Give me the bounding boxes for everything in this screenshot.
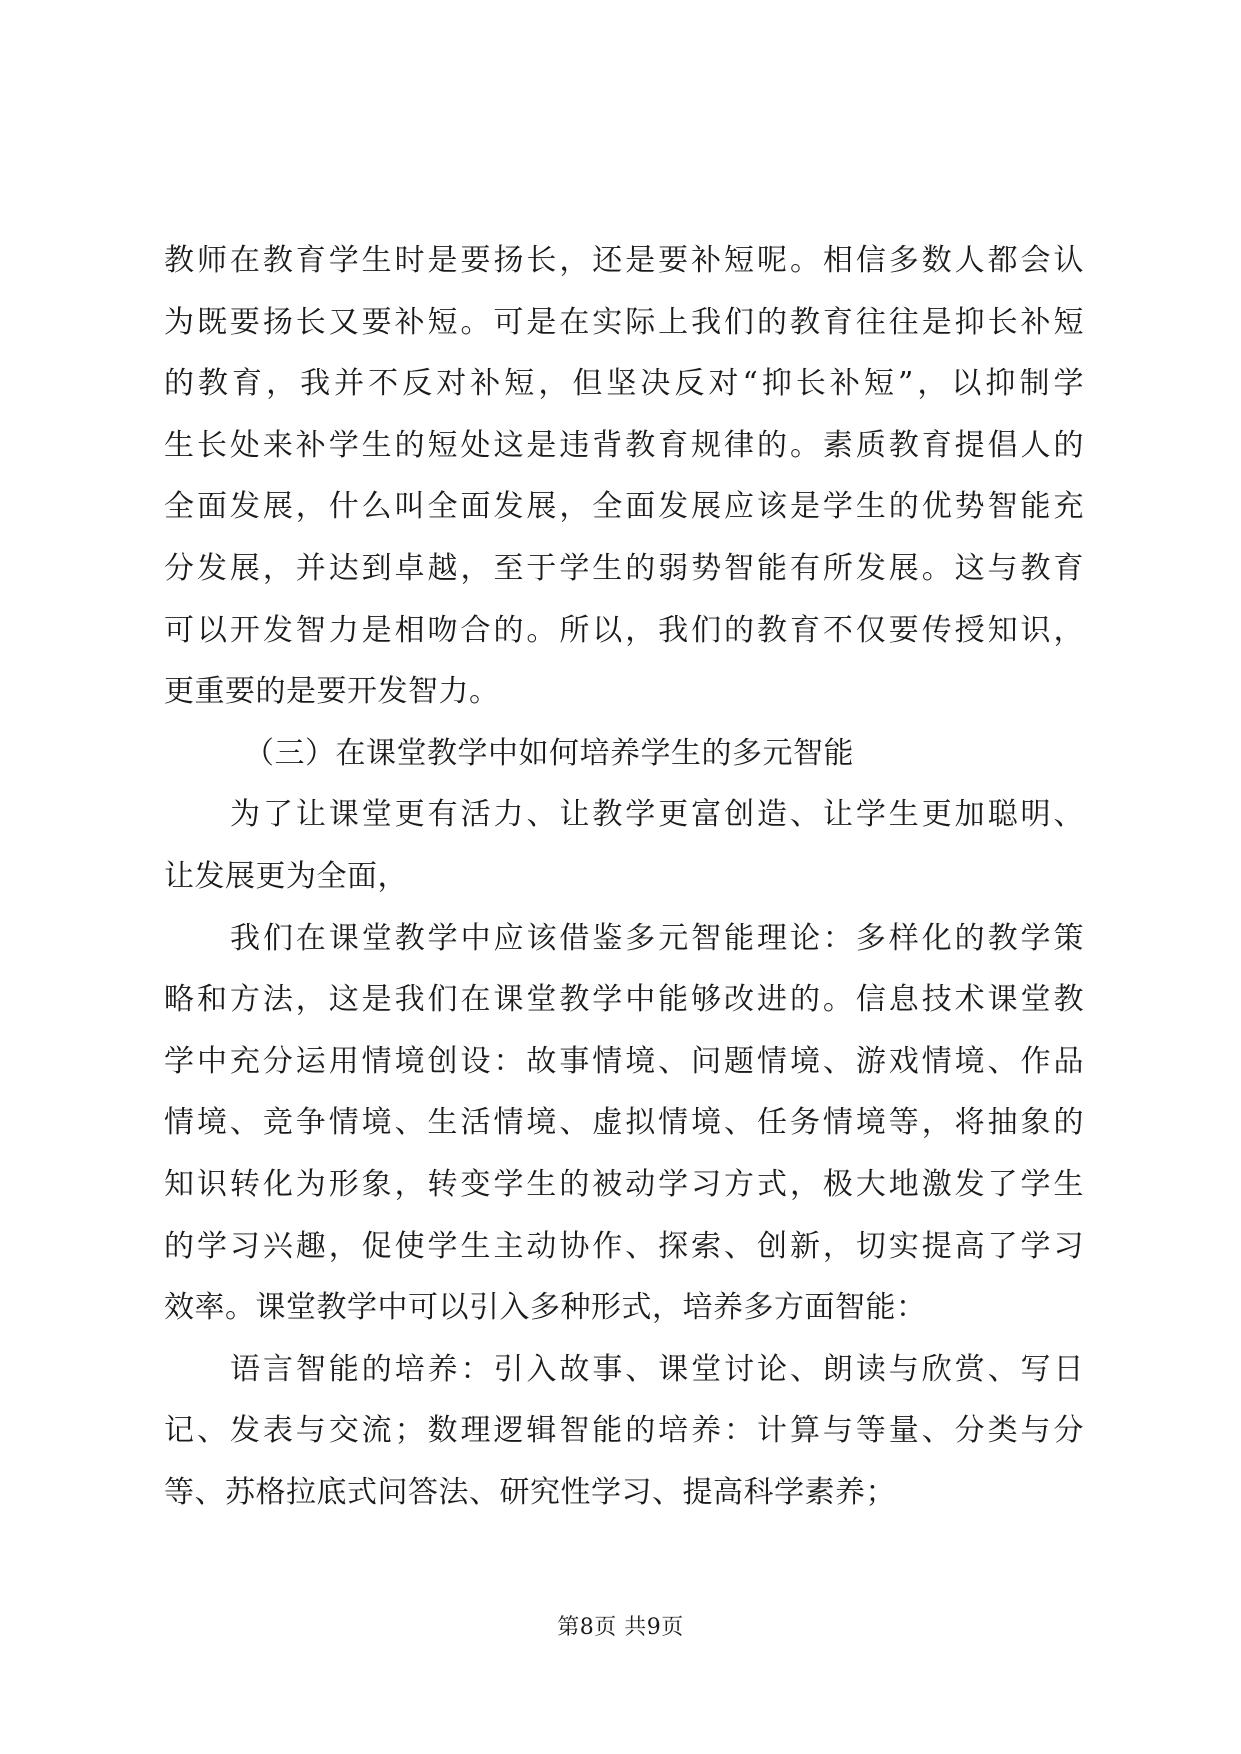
text-line: 教师在教育学生时是要扬长，还是要补短呢。相信多数人都会认 xyxy=(164,243,1084,278)
text-line: 语言智能的培养：引入故事、课堂讨论、朗读与欣赏、写日 xyxy=(230,1351,1084,1387)
text-line: 效率。课堂教学中可以引入多种形式，培养多方面智能： xyxy=(164,1290,927,1326)
text-line: 的教育，我并不反对补短，但坚决反对“抑长补短”，以抑制学 xyxy=(164,366,1084,402)
body-text xyxy=(164,230,1084,1523)
text-line: 等、苏格拉底式问答法、研究性学习、提高科学素养； xyxy=(164,1474,896,1510)
text-line: 我们在课堂教学中应该借鉴多元智能理论：多样化的教学策 xyxy=(230,920,1084,956)
text-line: 可以开发智力是相吻合的。所以，我们的教育不仅要传授知识， xyxy=(164,612,1084,648)
text-line: 全面发展，什么叫全面发展，全面发展应该是学生的优势智能充 xyxy=(164,489,1084,525)
text-line: 学中充分运用情境创设：故事情境、问题情境、游戏情境、作品 xyxy=(164,1043,1084,1079)
text-line: 更重要的是要开发智力。 xyxy=(164,674,500,710)
text-line: 情境、竞争情境、生活情境、虚拟情境、任务情境等，将抽象的 xyxy=(164,1105,1084,1141)
text-line: 生长处来补学生的短处这是违背教育规律的。素质教育提倡人的 xyxy=(164,427,1084,463)
text-line: 为既要扬长又要补短。可是在实际上我们的教育往往是抑长补短 xyxy=(164,304,1084,340)
section-heading: （三）在课堂教学中如何培养学生的多元智能 xyxy=(244,735,854,771)
text-line: 分发展，并达到卓越，至于学生的弱势智能有所发展。这与教育 xyxy=(164,550,1084,586)
text-line: 略和方法，这是我们在课堂教学中能够改进的。信息技术课堂教 xyxy=(164,982,1084,1018)
page-footer: 第8页 共9页 xyxy=(557,1615,684,1640)
text-line: 让发展更为全面， xyxy=(164,858,408,894)
text-line: 记、发表与交流；数理逻辑智能的培养：计算与等量、分类与分 xyxy=(164,1413,1084,1449)
text-line: 的学习兴趣，促使学生主动协作、探索、创新，切实提高了学习 xyxy=(164,1228,1084,1264)
text-line: 知识转化为形象，转变学生的被动学习方式，极大地激发了学生 xyxy=(164,1166,1084,1202)
text-line: 为了让课堂更有活力、让教学更富创造、让学生更加聪明、 xyxy=(230,797,1084,833)
